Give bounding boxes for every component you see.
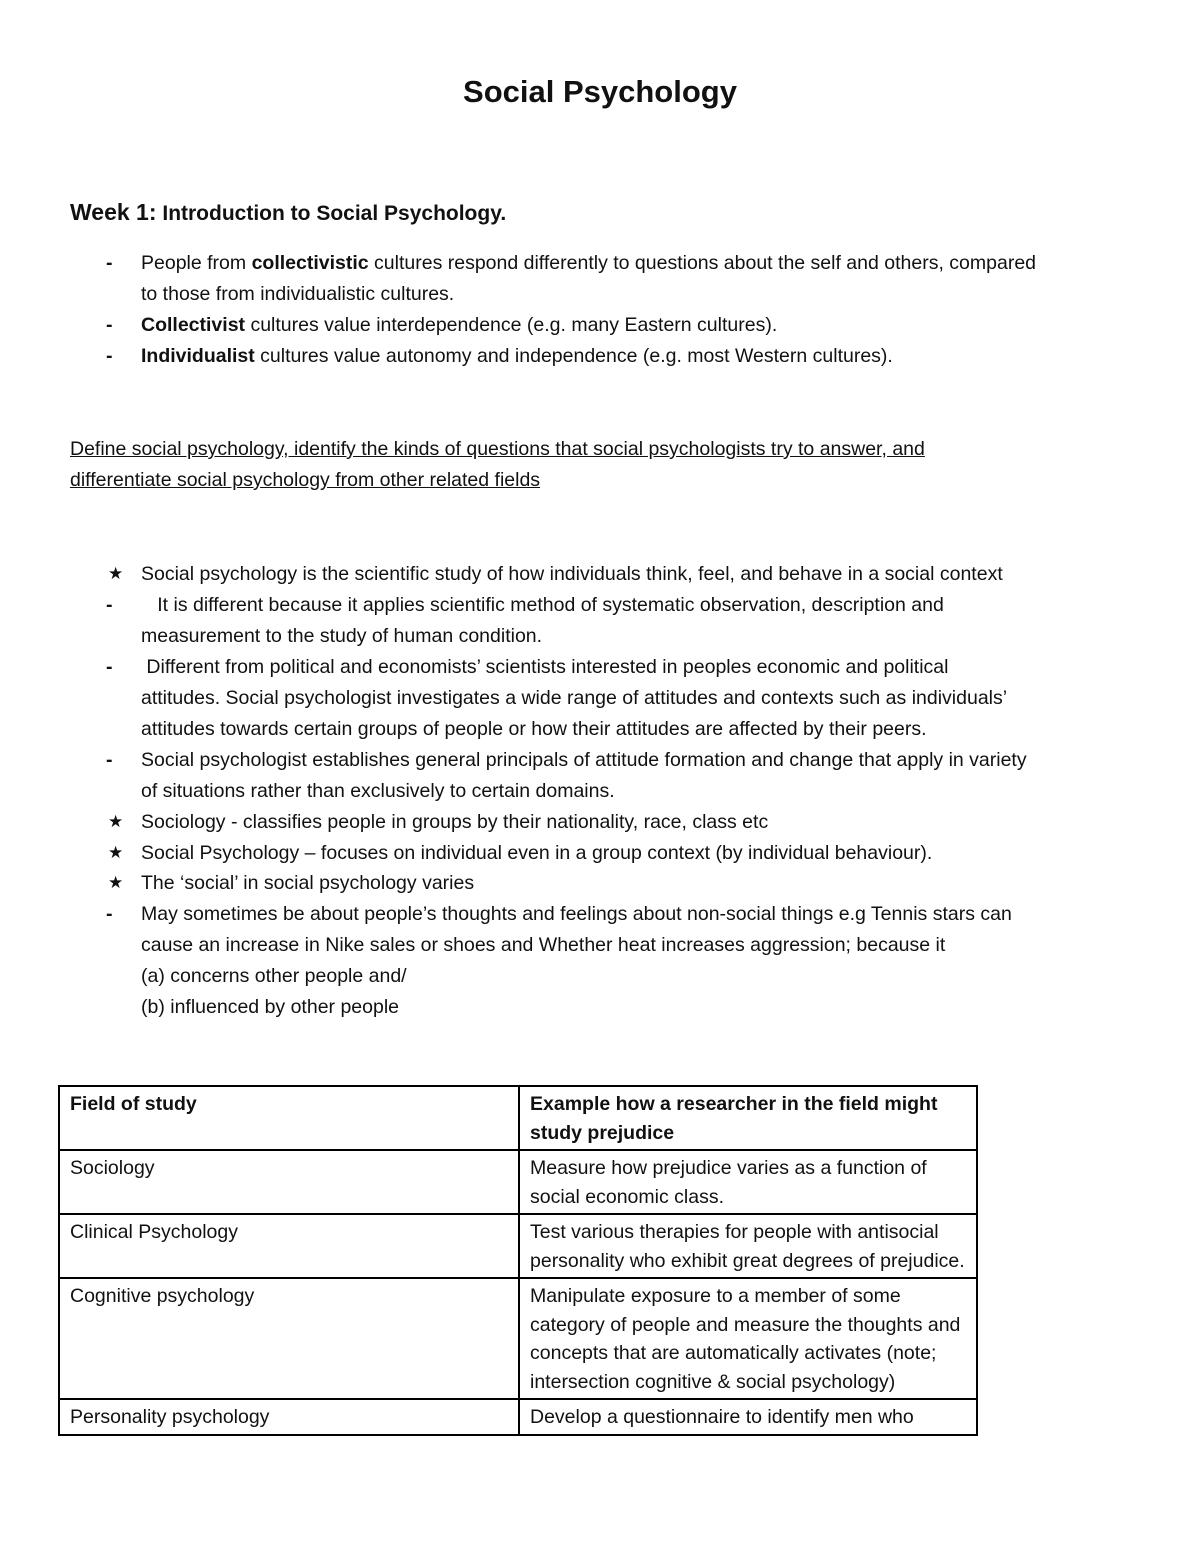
bullet-dash: - — [106, 594, 113, 616]
note-line: It is different because it applies scientific method of systematic observation, description and — [141, 594, 944, 616]
bullet-text: cultures value autonomy and independence (e.g. most Western cultures). — [254, 345, 893, 367]
table-header-row — [59, 1086, 977, 1150]
note-line: Social psychologist establishes general principals of attitude formation and change that apply in variety — [141, 749, 1027, 771]
intro-bullet-2 — [141, 312, 777, 338]
note-line: attitudes. Social psychologist investigates a wide range of attitudes and contexts such as individuals’ — [141, 687, 1008, 709]
bullet-dash: - — [106, 345, 113, 367]
note-line: (b) influenced by other people — [141, 996, 400, 1018]
note-line: cause an increase in Nike sales or shoes and Whether heat increases aggression; because it — [141, 934, 946, 956]
intro-bullet-3 — [141, 343, 893, 369]
table-header-cell: Field of study — [59, 1086, 519, 1150]
table-row — [59, 1214, 977, 1278]
bullet-dash: - — [106, 656, 113, 678]
table-cell: Test various therapies for people with antisocial personality who exhibit great degrees of prejudice. — [519, 1214, 977, 1278]
note-line: measurement to the study of human condition. — [141, 625, 543, 647]
note-line: May sometimes be about people’s thoughts and feelings about non-social things e.g Tennis stars can — [141, 903, 1012, 925]
table-cell: Sociology — [59, 1150, 519, 1214]
objective-line-2: differentiate social psychology from other related fields — [70, 469, 541, 491]
note-line: attitudes towards certain groups of people or how their attitudes are affected by their peers. — [141, 718, 927, 740]
note-line: Social psychology is the scientific study of how individuals think, feel, and behave in a social context — [141, 563, 1003, 585]
fields-table — [58, 1085, 978, 1436]
star-bullet-icon: ★ — [108, 812, 124, 831]
note-line: Sociology - classifies people in groups by their nationality, race, class etc — [141, 811, 769, 833]
bullet-dash: - — [106, 314, 113, 336]
week-heading — [70, 199, 506, 226]
objective-line-1: Define social psychology, identify the kinds of questions that social psychologists try to answer, and — [70, 438, 925, 460]
week-label: Week 1: — [70, 199, 157, 225]
bullet-bold-term: collectivistic — [251, 252, 369, 274]
note-line: Social Psychology – focuses on individual even in a group context (by individual behaviour). — [141, 842, 933, 864]
bullet-text: cultures respond differently to questions about the self and others, compared — [368, 252, 1037, 274]
bullet-dash: - — [106, 749, 113, 771]
star-bullet-icon: ★ — [108, 873, 124, 892]
intro-bullet-1 — [141, 250, 1036, 276]
bullet-bold-term: Individualist — [141, 345, 255, 367]
star-bullet-icon: ★ — [108, 843, 124, 862]
table-cell: Develop a questionnaire to identify men who — [519, 1399, 977, 1435]
bullet-bold-term: Collectivist — [141, 314, 246, 336]
table-cell: Personality psychology — [59, 1399, 519, 1435]
note-line: of situations rather than exclusively to certain domains. — [141, 780, 615, 802]
intro-bullet-1-cont: to those from individualistic cultures. — [141, 283, 455, 305]
table-header-cell: Example how a researcher in the field might study prejudice — [519, 1086, 977, 1150]
note-line: (a) concerns other people and/ — [141, 965, 407, 987]
table-row — [59, 1278, 977, 1399]
week-topic: Introduction to Social Psychology. — [162, 202, 507, 225]
bullet-text: People from — [141, 252, 252, 274]
note-line: The ‘social’ in social psychology varies — [141, 872, 475, 894]
table-row — [59, 1399, 977, 1435]
page-title: Social Psychology — [463, 74, 737, 109]
table-cell: Measure how prejudice varies as a function of social economic class. — [519, 1150, 977, 1214]
note-line: Different from political and economists’ scientists interested in peoples economic and political — [141, 656, 949, 678]
bullet-dash: - — [106, 903, 113, 925]
bullet-text: cultures value interdependence (e.g. many Eastern cultures). — [245, 314, 778, 336]
table-cell: Cognitive psychology — [59, 1278, 519, 1399]
table-row — [59, 1150, 977, 1214]
table-cell: Clinical Psychology — [59, 1214, 519, 1278]
table-cell: Manipulate exposure to a member of some category of people and measure the thoughts and concepts that are automatically activates (note; intersection cognitive & social psychology) — [519, 1278, 977, 1399]
star-bullet-icon: ★ — [108, 564, 124, 583]
bullet-dash: - — [106, 252, 113, 274]
